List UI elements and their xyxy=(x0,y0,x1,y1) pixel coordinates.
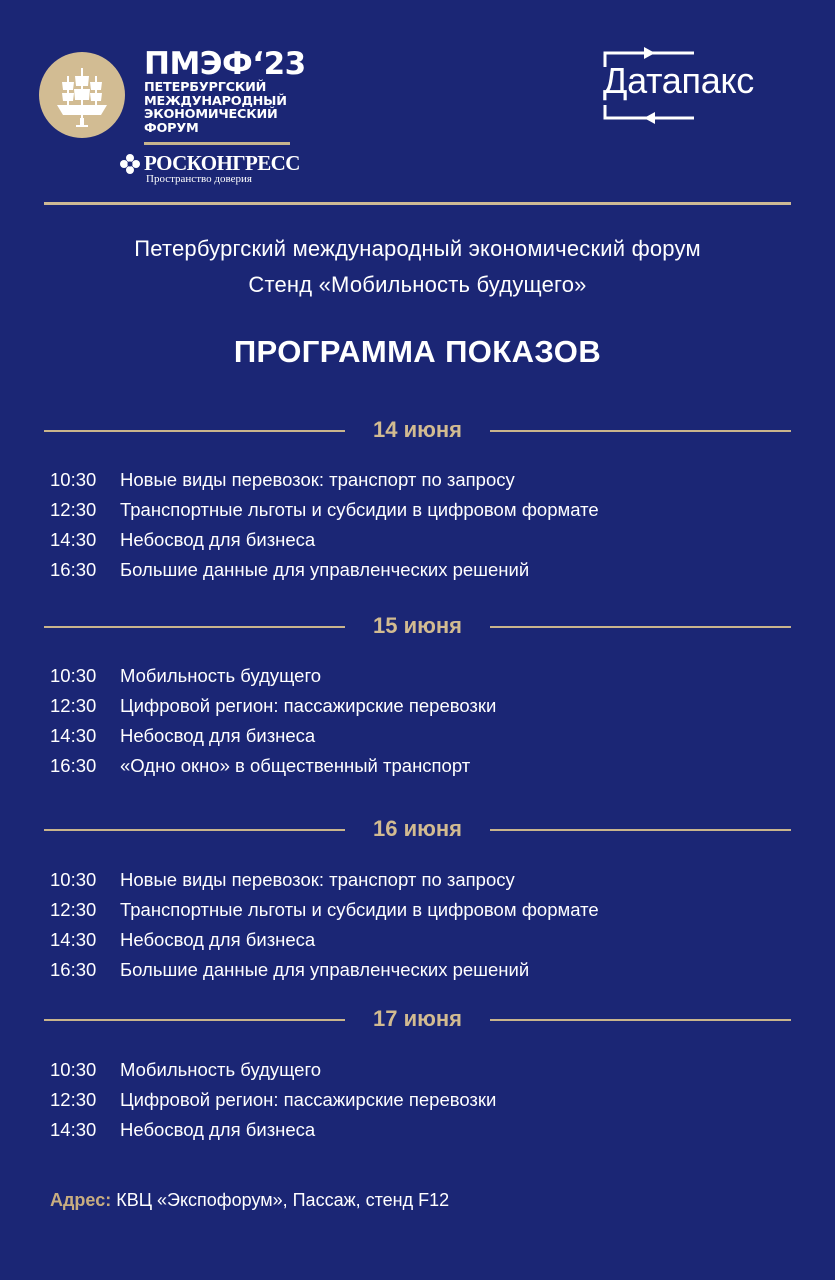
session-time: 16:30 xyxy=(50,559,97,580)
session-row xyxy=(0,1119,835,1149)
session-time: 10:30 xyxy=(50,469,97,490)
forum-logo-text xyxy=(144,46,306,136)
day-divider-left xyxy=(44,1019,345,1021)
session-time: 10:30 xyxy=(50,869,97,890)
session-row xyxy=(0,899,835,929)
session-title: Небосвод для бизнеса xyxy=(120,1119,316,1140)
session-title: Мобильность будущего xyxy=(120,1059,322,1080)
address-value: КВЦ «Экспофорум», Пассаж, стенд F12 xyxy=(116,1190,450,1210)
session-title: Транспортные льготы и субсидии в цифровом формате xyxy=(120,899,599,920)
session-row xyxy=(0,869,835,899)
session-time: 14:30 xyxy=(50,529,97,550)
session-row xyxy=(0,665,835,695)
forum-logo-divider xyxy=(144,142,290,145)
session-list xyxy=(0,869,835,989)
session-row xyxy=(0,755,835,785)
roscongress-flower-icon xyxy=(119,153,141,175)
session-row xyxy=(0,959,835,989)
session-title: Мобильность будущего xyxy=(120,665,322,686)
session-row xyxy=(0,469,835,499)
session-time: 10:30 xyxy=(50,665,97,686)
session-row xyxy=(0,1089,835,1119)
session-time: 16:30 xyxy=(50,755,97,776)
ship-emblem-icon xyxy=(39,52,125,138)
session-row xyxy=(0,725,835,755)
day-header xyxy=(0,612,835,642)
day-date: 16 июня xyxy=(372,816,463,841)
forum-logo-line: МЕЖДУНАРОДНЫЙ xyxy=(144,93,287,109)
session-row xyxy=(0,499,835,529)
session-title: Небосвод для бизнеса xyxy=(120,725,316,746)
day-divider-right xyxy=(490,1019,791,1021)
forum-subtitle: Петербургский международный экономический форум xyxy=(134,236,701,261)
day-divider-right xyxy=(490,626,791,628)
session-title: Цифровой регион: пассажирские перевозки xyxy=(120,1089,497,1110)
session-row xyxy=(0,695,835,725)
session-row xyxy=(0,929,835,959)
forum-logo-title: ПМЭФ‘23 xyxy=(144,46,306,82)
day-divider-right xyxy=(490,430,791,432)
datapax-logo xyxy=(600,45,795,125)
session-title: Небосвод для бизнеса xyxy=(120,929,316,950)
session-title: Цифровой регион: пассажирские перевозки xyxy=(120,695,497,716)
day-header xyxy=(0,815,835,845)
session-time: 10:30 xyxy=(50,1059,97,1080)
session-title: Большие данные для управленческих решений xyxy=(120,959,530,980)
session-list xyxy=(0,469,835,589)
forum-logo-line: ЭКОНОМИЧЕСКИЙ xyxy=(144,107,278,122)
session-row xyxy=(0,559,835,589)
session-title: Новые виды перевозок: транспорт по запросу xyxy=(120,469,515,490)
session-row xyxy=(0,529,835,559)
session-time: 14:30 xyxy=(50,1119,97,1140)
day-header xyxy=(0,1005,835,1035)
header-divider xyxy=(44,202,791,205)
page-title: ПРОГРАММА ПОКАЗОВ xyxy=(233,334,602,369)
day-divider-right xyxy=(490,829,791,831)
session-time: 14:30 xyxy=(50,929,97,950)
day-date: 17 июня xyxy=(372,1006,463,1031)
session-time: 12:30 xyxy=(50,695,97,716)
session-row xyxy=(0,1059,835,1089)
roscongress-name: РОСКОНГРЕСС xyxy=(144,151,300,175)
stand-subtitle: Стенд «Мобильность будущего» xyxy=(248,272,587,297)
day-header xyxy=(0,416,835,446)
session-title: Небосвод для бизнеса xyxy=(120,529,316,550)
day-date: 15 июня xyxy=(372,613,463,638)
address-label: Адрес: xyxy=(50,1190,112,1210)
datapax-name: Датапакс xyxy=(603,60,754,101)
session-list xyxy=(0,665,835,785)
session-list xyxy=(0,1059,835,1149)
session-title: «Одно окно» в общественный транспорт xyxy=(120,755,471,776)
day-divider-left xyxy=(44,829,345,831)
day-divider-left xyxy=(44,430,345,432)
day-divider-left xyxy=(44,626,345,628)
session-time: 12:30 xyxy=(50,899,97,920)
forum-logo-line: ФОРУМ xyxy=(144,120,199,136)
session-title: Новые виды перевозок: транспорт по запросу xyxy=(120,869,515,890)
session-time: 14:30 xyxy=(50,725,97,746)
address xyxy=(50,1190,449,1211)
day-date: 14 июня xyxy=(372,417,463,442)
session-time: 12:30 xyxy=(50,499,97,520)
roscongress-tagline: Пространство доверия xyxy=(146,173,252,185)
session-time: 12:30 xyxy=(50,1089,97,1110)
forum-logo-line: ПЕТЕРБУРГСКИЙ xyxy=(144,80,267,95)
session-time: 16:30 xyxy=(50,959,97,980)
session-title: Транспортные льготы и субсидии в цифровом формате xyxy=(120,499,599,520)
session-title: Большие данные для управленческих решений xyxy=(120,559,530,580)
